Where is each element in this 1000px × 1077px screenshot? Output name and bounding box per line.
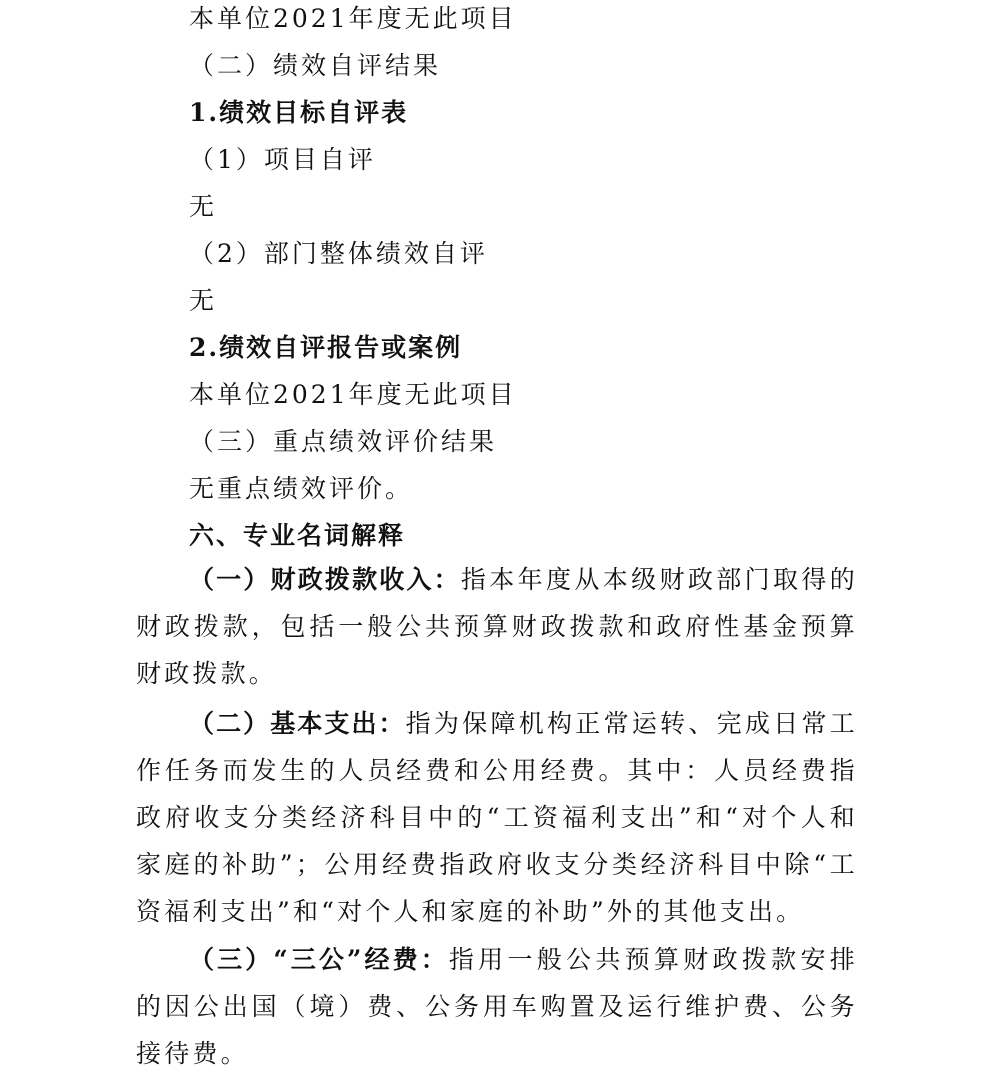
definition-term: （二）基本支出：: [189, 709, 406, 738]
text-line: 无: [189, 192, 218, 221]
section-heading: （二）绩效自评结果: [189, 51, 442, 80]
definition-paragraph: [136, 700, 858, 935]
definition-term: （一）财政拨款收入：: [189, 565, 461, 594]
item-heading: （2）部门整体绩效自评: [189, 239, 488, 268]
subsection-heading: 2.绩效自评报告或案例: [189, 333, 463, 362]
text-line: 无重点绩效评价。: [189, 474, 414, 503]
text-line: 本单位2021年度无此项目: [189, 4, 517, 33]
text-line: 本单位2021年度无此项目: [189, 380, 517, 409]
definition-paragraph: [136, 936, 858, 1077]
chapter-heading: 六、专业名词解释: [189, 521, 406, 550]
section-heading: （三）重点绩效评价结果: [189, 427, 498, 456]
text-line: 无: [189, 286, 218, 315]
item-heading: （1）项目自评: [189, 145, 376, 174]
subsection-heading: 1.绩效目标自评表: [189, 98, 409, 127]
definition-text: 指本年度从本级财政部门取得的财政拨款，包括一般公共预算财政拨款和政府性基金预算财政拨款。: [136, 565, 858, 688]
definition-text: 指为保障机构正常运转、完成日常工作任务而发生的人员经费和公用经费。其中：人员经费指政府收支分类经济科目中的“工资福利支出”和“对个人和家庭的补助”；公用经费指政府收支分类经济科目中除“工资福利支出”和“对个人和家庭的补助”外的其他支出。: [136, 709, 858, 926]
definition-text: 指用一般公共预算财政拨款安排的因公出国（境）费、公务用车购置及运行维护费、公务接待费。: [136, 945, 858, 1068]
definition-paragraph: [136, 556, 858, 697]
definition-term: （三）“三公”经费：: [189, 945, 449, 974]
